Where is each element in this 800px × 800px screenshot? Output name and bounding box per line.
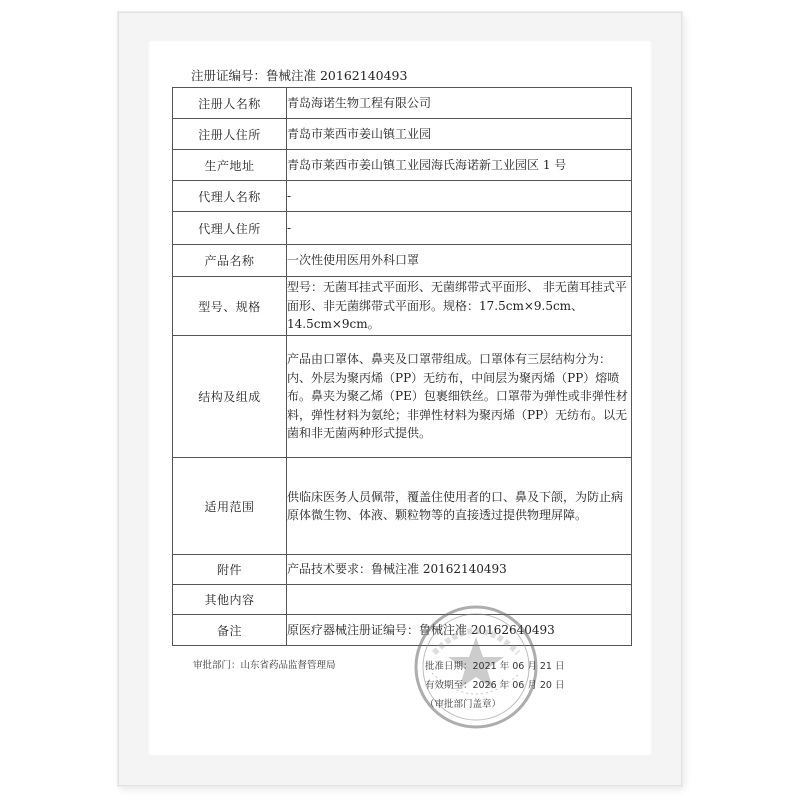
table-row — [173, 245, 632, 277]
table-row — [173, 277, 632, 336]
row-value: - — [287, 181, 632, 212]
row-label: 适用范围 — [173, 458, 287, 555]
row-label: 附件 — [173, 555, 287, 585]
row-label: 产品名称 — [173, 245, 287, 277]
table-row — [173, 119, 632, 150]
row-value: - — [287, 212, 632, 245]
row-value: 原医疗器械注册证编号：鲁械注准 20162640493 — [287, 615, 632, 646]
table-row — [173, 615, 632, 646]
row-label: 型号、规格 — [173, 277, 287, 336]
row-value: 青岛市莱西市姜山镇工业园海氏海诺新工业园区 1 号 — [287, 150, 632, 181]
row-label: 代理人住所 — [173, 212, 287, 245]
approval-dates — [425, 657, 564, 714]
row-value: 型号：无菌耳挂式平面形、无菌绑带式平面形、 非无菌耳挂式平面形、非无菌绑带式平面形。规格：17.5cm×9.5cm、14.5cm×9cm。 — [287, 277, 632, 336]
row-value: 产品由口罩体、鼻夹及口罩带组成。口罩体有三层结构分为：内、外层为聚丙烯（PP）无纺布，中间层为聚丙烯（PP）熔喷布。鼻夹为聚乙烯（PE）包裹细铁丝。口罩带为弹性或非弹性材料，弹性材料为氨纶；非弹性材料为聚丙烯（PP）无纺布。以无菌和非无菌两种形式提供。 — [287, 336, 632, 458]
row-value: 青岛海诺生物工程有限公司 — [287, 88, 632, 119]
row-label: 注册人名称 — [173, 88, 287, 119]
row-label: 其他内容 — [173, 585, 287, 615]
table-row — [173, 181, 632, 212]
table-row — [173, 555, 632, 585]
row-value: 青岛市莱西市姜山镇工业园 — [287, 119, 632, 150]
row-label: 注册人住所 — [173, 119, 287, 150]
table-row — [173, 212, 632, 245]
table-row — [173, 585, 632, 615]
table-row — [173, 88, 632, 119]
row-label: 结构及组成 — [173, 336, 287, 458]
approval-department: 审批部门：山东省药品监督管理局 — [193, 660, 336, 671]
seal-note: （审批部门盖章） — [425, 699, 502, 710]
row-value: 供临床医务人员佩带，覆盖住使用者的口、鼻及下颌，为防止病原体微生物、体液、颗粒物等的直接透过提供物理屏障。 — [287, 458, 632, 555]
row-value: 产品技术要求：鲁械注准 20162140493 — [287, 555, 632, 585]
expiry-date: 有效期至：2026 年 06 月 20 日 — [425, 680, 565, 691]
approval-date: 批准日期：2021 年 06 月 21 日 — [425, 661, 565, 672]
row-label: 生产地址 — [173, 150, 287, 181]
row-value: 一次性使用医用外科口罩 — [287, 245, 632, 277]
table-row — [173, 150, 632, 181]
registration-number: 注册证编号：鲁械注准 20162140493 — [191, 68, 408, 83]
certificate-table — [172, 87, 632, 646]
row-label: 备注 — [173, 615, 287, 646]
table-row — [173, 458, 632, 555]
table-row — [173, 336, 632, 458]
row-label: 代理人名称 — [173, 181, 287, 212]
